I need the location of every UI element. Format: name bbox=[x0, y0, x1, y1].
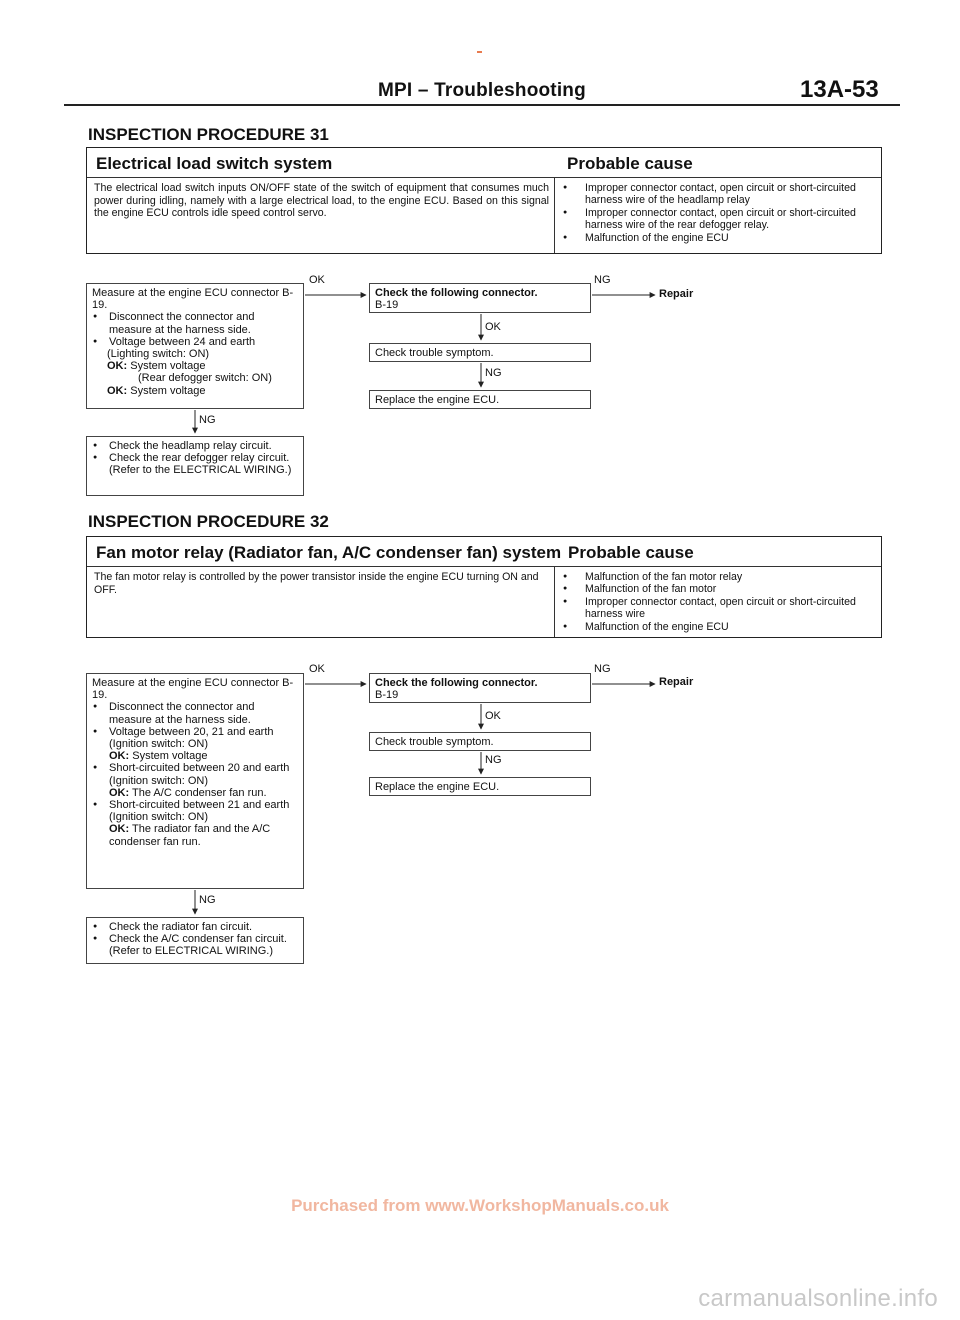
procedure-32-title: INSPECTION PROCEDURE 32 bbox=[88, 512, 329, 531]
ng-branch-label: NG bbox=[594, 663, 611, 675]
ok-branch-label: OK bbox=[309, 663, 325, 675]
ok-label: OK: bbox=[109, 823, 130, 836]
system-description: The fan motor relay is controlled by the power transistor inside the engine ECU turning ON and OFF. bbox=[94, 571, 539, 596]
condition-note: (Lighting switch: ON) bbox=[107, 348, 210, 361]
ok-label: OK: bbox=[107, 360, 128, 373]
circuit-check-item: ● Check the radiator fan circuit. bbox=[92, 921, 298, 933]
cause-item: ● Malfunction of the engine ECU bbox=[559, 232, 877, 244]
check-connector-id: B-19 bbox=[375, 689, 399, 702]
ok-text: System voltage bbox=[130, 384, 206, 397]
ng-branch-label: NG bbox=[485, 367, 502, 379]
condition-note: (Rear defogger switch: ON) bbox=[138, 372, 272, 385]
repair-label: Repair bbox=[659, 288, 694, 300]
page-number: 13A-53 bbox=[800, 76, 879, 103]
ng-branch-label: NG bbox=[485, 754, 502, 766]
condition-note: (Ignition switch: ON) bbox=[109, 811, 209, 824]
ok-branch-label: OK bbox=[485, 321, 501, 333]
measure-step-text: ● Short-circuited between 20 and earth bbox=[109, 762, 290, 775]
check-trouble-box: Check trouble symptom. bbox=[369, 343, 591, 362]
cause-heading: Probable cause bbox=[567, 154, 693, 173]
circuit-check-note: (Refer to ELECTRICAL WIRING.) bbox=[109, 945, 274, 958]
watermark: carmanualsonline.info bbox=[698, 1285, 938, 1312]
ok-label: OK: bbox=[109, 750, 130, 763]
condition-note: (Ignition switch: ON) bbox=[109, 738, 209, 751]
purchase-footer: Purchased from www.WorkshopManuals.co.uk bbox=[291, 1196, 669, 1215]
check-connector-id: B-19 bbox=[375, 299, 399, 312]
cause-item: ● Improper connector contact, open circuit or short-circuited harness wire of the headlamp relay bbox=[559, 182, 877, 207]
page-title: MPI – Troubleshooting bbox=[378, 80, 586, 101]
system-description: The electrical load switch inputs ON/OFF state of the switch of equipment that consumes much power during idling, namely with a large electrical load, to the engine ECU. Based on this signal the engine ECU controls idle speed control servo. bbox=[94, 182, 549, 220]
ok-text: System voltage bbox=[132, 750, 208, 763]
circuit-check-item: ● Check the rear defogger relay circuit. (Refer to the ELECTRICAL WIRING.) bbox=[92, 452, 298, 476]
ng-branch-label: NG bbox=[199, 894, 216, 906]
measure-intro: Measure at the engine ECU connector B-19. bbox=[92, 287, 294, 312]
measure-step: ● Disconnect the connector and measure at the harness side. bbox=[92, 311, 298, 335]
measure-step-text: ● Voltage between 20, 21 and earth bbox=[109, 725, 274, 738]
ok-text: The radiator fan and the A/C condenser fan run. bbox=[109, 823, 271, 848]
system-heading: Electrical load switch system bbox=[96, 154, 333, 173]
circuit-check-item: ● Check the A/C condenser fan circuit. bbox=[92, 933, 298, 945]
cause-item: ● Malfunction of the fan motor bbox=[559, 583, 877, 595]
ok-label: OK: bbox=[109, 786, 130, 799]
system-heading: Fan motor relay (Radiator fan, A/C condenser fan) system bbox=[96, 543, 562, 562]
procedure-31-title: INSPECTION PROCEDURE 31 bbox=[88, 125, 329, 144]
cause-item: ● Malfunction of the fan motor relay bbox=[559, 571, 877, 583]
ng-branch-label: NG bbox=[199, 414, 216, 426]
cause-item: ● Improper connector contact, open circuit or short-circuited harness wire of the rear defogger relay. bbox=[559, 207, 877, 232]
check-connector-title: Check the following connector. bbox=[375, 287, 538, 299]
condition-note: (Ignition switch: ON) bbox=[109, 774, 209, 787]
ok-text: System voltage bbox=[130, 360, 206, 373]
circuit-check-item: ● Check the headlamp relay circuit. bbox=[92, 440, 298, 452]
measure-step: ● Disconnect the connector and measure at the harness side. bbox=[92, 701, 298, 725]
ok-branch-label: OK bbox=[309, 274, 325, 286]
cause-heading: Probable cause bbox=[568, 543, 694, 562]
replace-ecu-box: Replace the engine ECU. bbox=[369, 777, 591, 796]
ng-branch-label: NG bbox=[594, 274, 611, 286]
ok-label: OK: bbox=[107, 384, 128, 397]
cause-item: ● Improper connector contact, open circuit or short-circuited harness wire bbox=[559, 596, 877, 621]
ok-text: The A/C condenser fan run. bbox=[132, 786, 267, 799]
repair-label: Repair bbox=[659, 676, 694, 688]
measure-step: ● Voltage between 24 and earth bbox=[92, 336, 298, 348]
measure-step-text: ● Short-circuited between 21 and earth bbox=[109, 799, 290, 812]
replace-ecu-box: Replace the engine ECU. bbox=[369, 390, 591, 409]
ok-branch-label: OK bbox=[485, 710, 501, 722]
measure-intro: Measure at the engine ECU connector B-19. bbox=[92, 677, 294, 702]
check-trouble-box: Check trouble symptom. bbox=[369, 732, 591, 751]
check-connector-title: Check the following connector. bbox=[375, 677, 538, 689]
cause-item: ● Malfunction of the engine ECU bbox=[559, 621, 877, 633]
